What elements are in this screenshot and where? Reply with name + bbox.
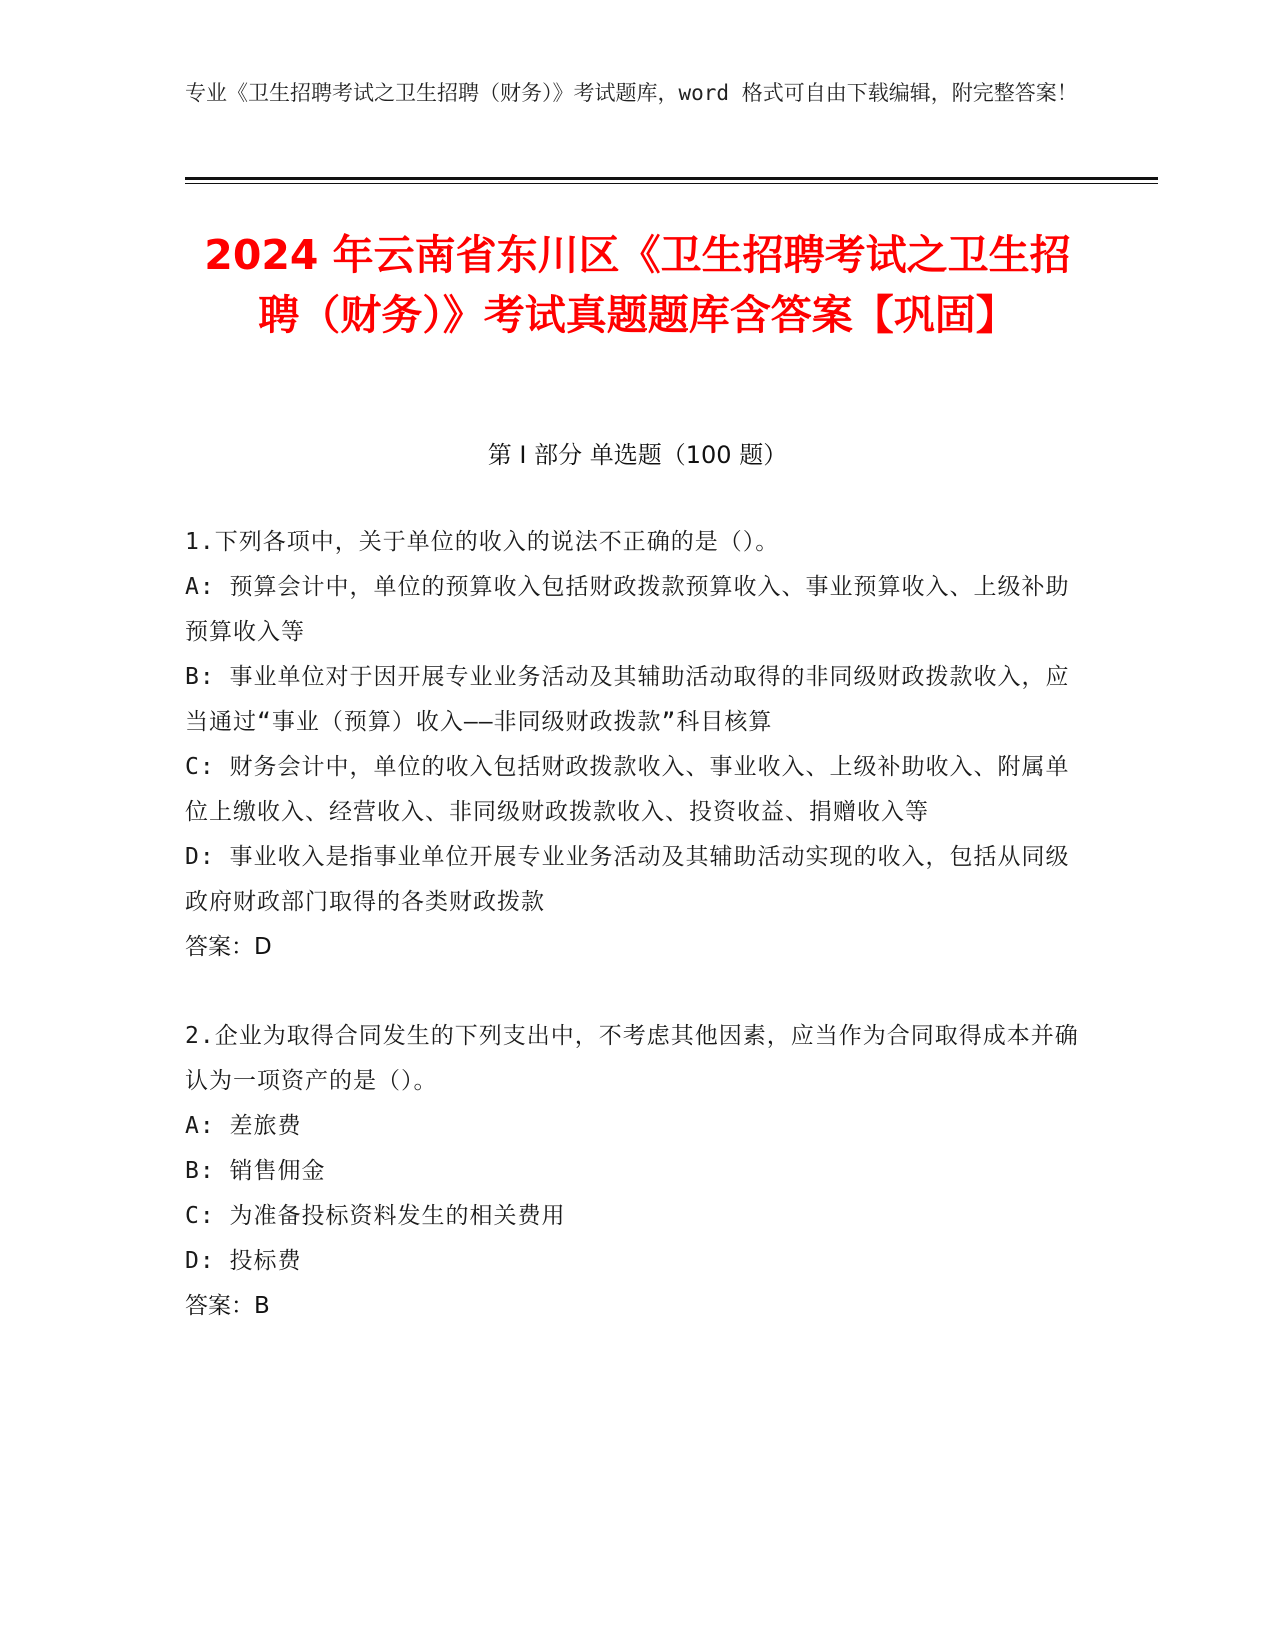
question-stem: 1.下列各项中，关于单位的收入的说法不正确的是（）。 <box>185 529 780 555</box>
option-d: D: 投标费 <box>185 1248 302 1274</box>
question-2 <box>185 1014 1085 1329</box>
header-note: 专业《卫生招聘考试之卫生招聘（财务）》考试题库，word 格式可自由下载编辑，附完整答案！ <box>185 81 1078 105</box>
header-rule-thin <box>185 183 1158 184</box>
option-c: C: 为准备投标资料发生的相关费用 <box>185 1203 566 1229</box>
section-title: 第 I 部分 单选题（100 题） <box>487 441 788 469</box>
question-list <box>185 520 1085 1373</box>
option-a: A: 差旅费 <box>185 1113 302 1139</box>
option-c: C: 财务会计中，单位的收入包括财政拨款收入、事业收入、上级补助收入、附属单位上缴收入、经营收入、非同级财政拨款收入、投资收益、捐赠收入等 <box>185 754 1070 825</box>
document-title: 2024 年云南省东川区《卫生招聘考试之卫生招聘（财务）》考试真题题库含答案【巩固】 <box>204 231 1071 339</box>
option-b: B: 事业单位对于因开展专业业务活动及其辅助活动取得的非同级财政拨款收入，应当通过“事业（预算）收入——非同级财政拨款”科目核算 <box>185 664 1070 735</box>
answer: 答案：D <box>185 934 272 960</box>
header-rule-thick <box>185 177 1158 180</box>
question-stem: 2.企业为取得合同发生的下列支出中，不考虑其他因素，应当作为合同取得成本并确认为一项资产的是（）。 <box>185 1023 1079 1094</box>
option-a: A: 预算会计中，单位的预算收入包括财政拨款预算收入、事业预算收入、上级补助预算收入等 <box>185 574 1070 645</box>
option-b: B: 销售佣金 <box>185 1158 326 1184</box>
answer: 答案：B <box>185 1293 270 1319</box>
question-1 <box>185 520 1085 970</box>
option-d: D: 事业收入是指事业单位开展专业业务活动及其辅助活动实现的收入，包括从同级政府财政部门取得的各类财政拨款 <box>185 844 1070 915</box>
